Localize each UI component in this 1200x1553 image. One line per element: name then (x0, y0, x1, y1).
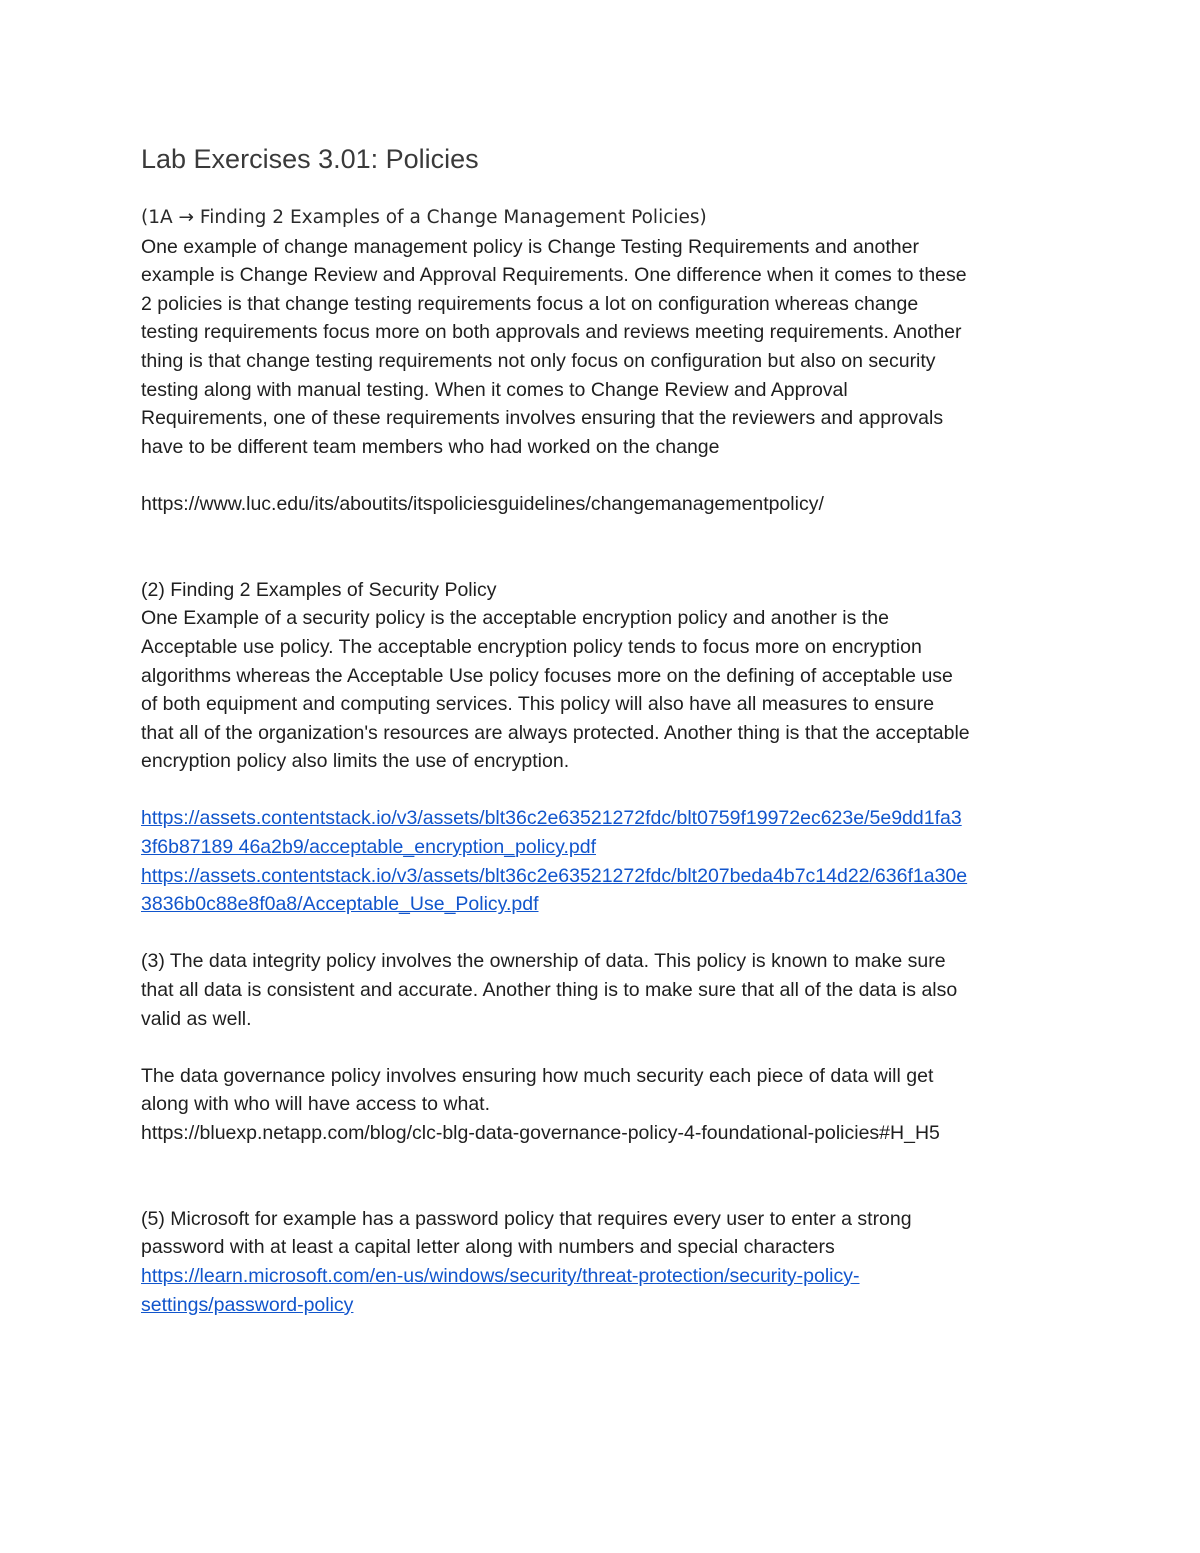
spacer (141, 776, 1061, 805)
page-title: Lab Exercises 3.01: Policies (141, 144, 479, 174)
section2-heading: (2) Finding 2 Examples of Security Policy (141, 578, 497, 601)
section3-line: valid as well. (141, 1007, 252, 1030)
password-policy-link[interactable] (141, 1262, 1061, 1319)
section1-line: One example of change management policy is Change Testing Requirements and another (141, 235, 919, 258)
governance-line: The data governance policy involves ensuring how much security each piece of data will get (141, 1064, 934, 1087)
section5-line: password with at least a capital letter along with numbers and special characters (141, 1236, 835, 1259)
encryption-policy-link[interactable] (141, 804, 1061, 861)
section1-line: 2 policies is that change testing requirements focus a lot on configuration whereas change (141, 292, 919, 315)
section3-line: (3) The data integrity policy involves the ownership of data. This policy is known to make sure (141, 950, 946, 973)
spacer (141, 919, 1061, 948)
section5-line: (5) Microsoft for example has a password policy that requires every user to enter a strong (141, 1207, 912, 1230)
section1-url: https://www.luc.edu/its/aboutits/itspoliciesguidelines/changemanagementpolicy/ (141, 492, 824, 515)
section1-line: example is Change Review and Approval Requirements. One difference when it comes to these (141, 264, 967, 287)
acceptable-use-link-part1: https://assets.contentstack.io/v3/assets/blt36c2e63521272fdc/blt207beda4b7c14d22/636f1a30e (141, 864, 968, 887)
section3-line: that all data is consistent and accurate. Another thing is to make sure that all of the data is also (141, 979, 958, 1002)
acceptable-use-policy-link[interactable] (141, 862, 1061, 919)
section1-heading: (1A → Finding 2 Examples of a Change Management Policies) (141, 207, 707, 228)
section2-line: Acceptable use policy. The acceptable encryption policy tends to focus more on encryption (141, 635, 922, 658)
section2-line: that all of the organization's resources are always protected. Another thing is that the acceptable (141, 721, 970, 744)
encryption-policy-link-part2: 3f6b87189 46a2b9/acceptable_encryption_policy.pdf (141, 836, 596, 859)
acceptable-use-link-part2: 3836b0c88e8f0a8/Acceptable_Use_Policy.pdf (141, 893, 539, 916)
section1-line: thing is that change testing requirements not only focus on configuration but also on security (141, 349, 936, 372)
document-content (141, 140, 1061, 1319)
spacer (141, 1148, 1061, 1205)
section2-line: of both equipment and computing services. This policy will also have all measures to ensure (141, 693, 935, 716)
section1-line: have to be different team members who had worked on the change (141, 435, 720, 458)
section1-line: testing along with manual testing. When it comes to Change Review and Approval (141, 378, 848, 401)
spacer (141, 519, 1061, 576)
section2-line: encryption policy also limits the use of encryption. (141, 750, 570, 773)
password-link-part1: https://learn.microsoft.com/en-us/windows/security/threat-protection/security-policy- (141, 1264, 860, 1287)
section1-line: testing requirements focus more on both approvals and reviews meeting requirements. Another (141, 321, 962, 344)
spacer (141, 461, 1061, 490)
section2-line: algorithms whereas the Acceptable Use policy focuses more on the defining of acceptable use (141, 664, 953, 687)
section3-url: https://bluexp.netapp.com/blog/clc-blg-data-governance-policy-4-foundational-policies#H_H5 (141, 1122, 940, 1144)
section1-line: Requirements, one of these requirements involves ensuring that the reviewers and approvals (141, 407, 944, 430)
encryption-policy-link-part1: https://assets.contentstack.io/v3/assets/blt36c2e63521272fdc/blt0759f19972ec623e/5e9dd1fa3 (141, 807, 962, 830)
spacer (141, 1033, 1061, 1062)
governance-line: along with who will have access to what. (141, 1093, 491, 1116)
password-link-part2: settings/password-policy (141, 1293, 354, 1316)
section2-line: One Example of a security policy is the acceptable encryption policy and another is the (141, 607, 889, 630)
